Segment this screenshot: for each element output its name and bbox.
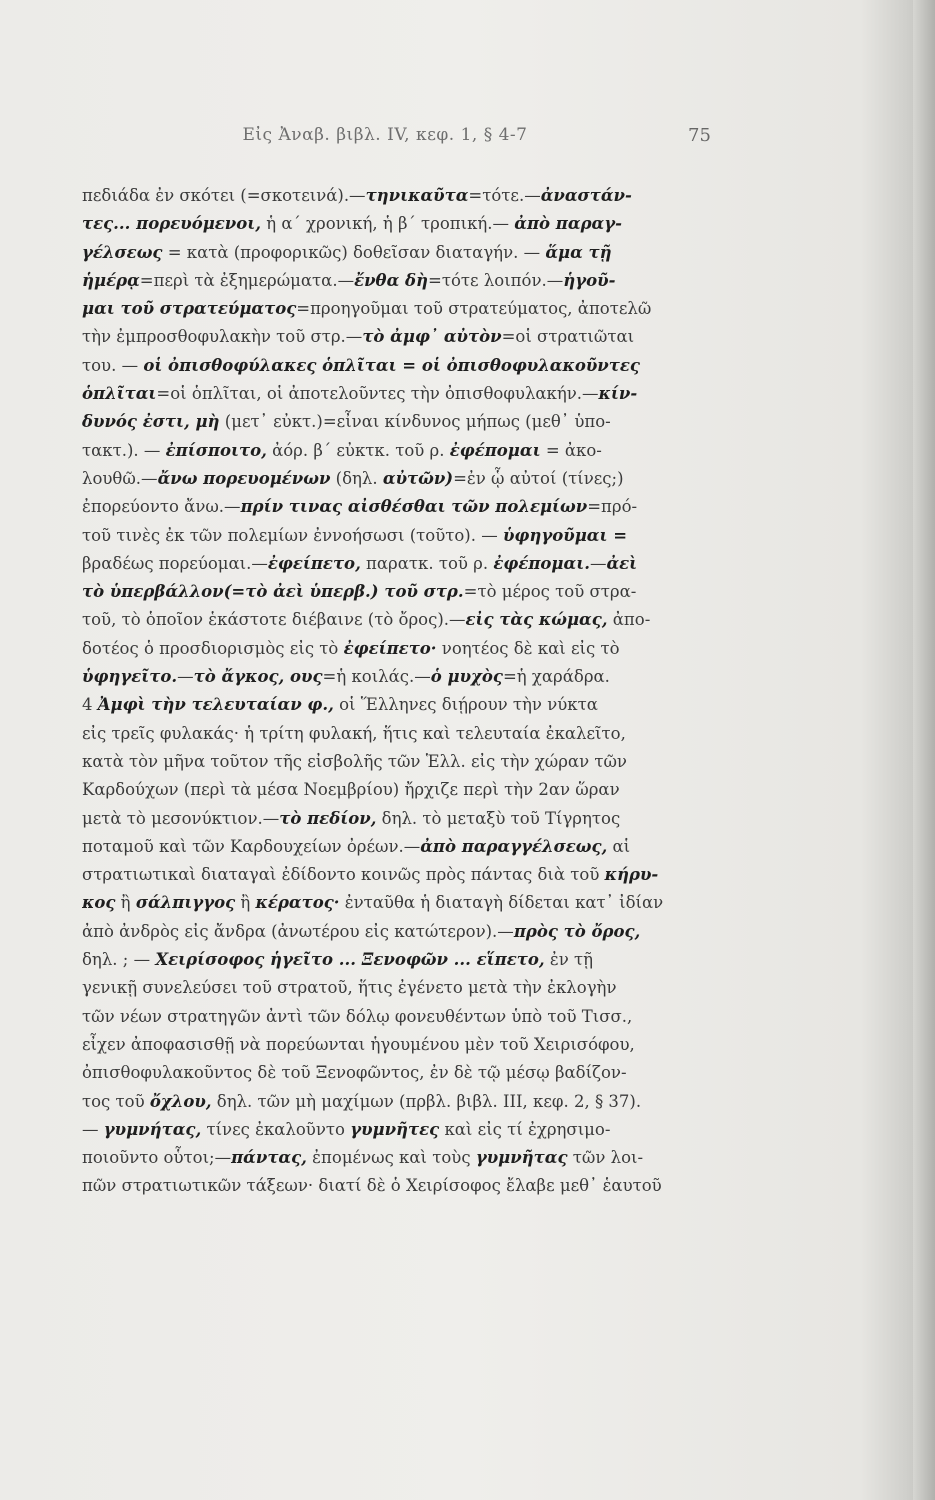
lemma: ἅμα τῇ bbox=[545, 242, 612, 262]
lemma: κος bbox=[82, 893, 116, 913]
gloss: δηλ. ; — bbox=[82, 950, 156, 970]
gloss: δοτέος ὁ προσδιορισμὸς εἰς τὸ bbox=[82, 638, 344, 658]
gloss: = ἀκο- bbox=[540, 440, 602, 460]
gloss: τος τοῦ bbox=[82, 1091, 150, 1111]
text-line bbox=[82, 1088, 770, 1116]
lemma: ἡμέρᾳ bbox=[82, 270, 140, 290]
text-line bbox=[82, 210, 770, 238]
lemma: πρίν τινας αἰσθέσθαι τῶν πολεμίων bbox=[240, 497, 588, 517]
gloss: τοῦ, τὸ ὁποῖον ἑκάστοτε διέβαινε (τὸ ὄρος).— bbox=[82, 610, 466, 630]
gloss: δηλ. τὸ μεταξὺ τοῦ Τίγρητος bbox=[376, 808, 621, 828]
text-line bbox=[82, 380, 770, 408]
text-line bbox=[82, 946, 770, 974]
lemma: ὁ μυχὸς bbox=[430, 667, 503, 687]
lemma: αὐτῶν) bbox=[382, 468, 454, 488]
lemma: πάντας, bbox=[231, 1148, 307, 1168]
text-line bbox=[82, 323, 770, 351]
text-line bbox=[82, 635, 770, 663]
text-line bbox=[82, 1116, 770, 1144]
text-line bbox=[82, 408, 770, 436]
lemma: ἡγοῦ- bbox=[563, 270, 616, 290]
gloss: ἢ bbox=[115, 893, 136, 913]
gloss: ἀπὸ ἀνδρὸς εἰς ἄνδρα (ἀνωτέρου εἰς κατώτερον).— bbox=[82, 921, 514, 941]
text-line bbox=[82, 182, 770, 210]
gloss: πῶν στρατιωτικῶν τάξεων· διατί δὲ ὁ Χειρίσοφος ἔλαβε μεθ᾽ ἑαυτοῦ bbox=[82, 1176, 662, 1196]
gloss: =ἡ χαράδρα. bbox=[502, 667, 610, 687]
gloss: αἱ bbox=[607, 836, 631, 856]
lemma: ἀναστάν- bbox=[540, 186, 632, 205]
gloss: =ἐν ᾧ αὐτοί (τίνες;) bbox=[453, 468, 624, 488]
text-line bbox=[82, 437, 770, 465]
lemma: τὸ ὑπερβάλλον(=τὸ ἀεὶ ὑπερβ.) τοῦ στρ. bbox=[82, 582, 464, 602]
gloss: τοῦ τινὲς ἐκ τῶν πολεμίων ἐννοήσωσι (τοῦτο). — bbox=[82, 525, 503, 545]
lemma: ὁπλῖται bbox=[82, 384, 157, 404]
lemma: Ἀμφὶ τὴν τελευταίαν φ., bbox=[97, 695, 334, 715]
gloss: παρατκ. τοῦ ρ. bbox=[360, 553, 494, 573]
text-line bbox=[82, 550, 770, 578]
gloss: ἐνταῦθα ἡ διαταγὴ δίδεται κατ᾽ ἰδίαν bbox=[339, 893, 664, 913]
gloss: 4 bbox=[82, 695, 98, 715]
lemma: τὸ ἄγκος, ους bbox=[193, 667, 323, 687]
lemma: ὄχλου, bbox=[149, 1091, 212, 1111]
gloss: τακτ.). — bbox=[82, 440, 166, 460]
lemma: εἰς τὰς κώμας, bbox=[465, 610, 608, 630]
lemma: τὸ ἀμφ᾽ αὐτὸν bbox=[362, 327, 502, 347]
lemma: κίν- bbox=[598, 384, 638, 404]
text-line bbox=[82, 805, 770, 833]
gloss: Καρδούχων (περὶ τὰ μέσα Νοεμβρίου) ἤρχιζε περὶ τὴν 2αν ὥραν bbox=[82, 780, 620, 800]
text-line bbox=[82, 465, 770, 493]
lemma: γυμνῆτας bbox=[475, 1148, 568, 1168]
commentary-text bbox=[82, 182, 770, 1201]
gloss: ἐπορεύοντο ἄνω.— bbox=[82, 497, 241, 517]
lemma: ἄνω πορευομένων bbox=[157, 468, 331, 488]
lemma: ἐφέπομαι bbox=[449, 440, 541, 460]
gloss: (μετ᾽ εὐκτ.)=εἶναι κίνδυνος μήπως (μεθ᾽ ὑπο- bbox=[219, 412, 611, 432]
gloss: οἱ Ἕλληνες διῄρουν τὴν νύκτα bbox=[333, 695, 598, 715]
text-line bbox=[82, 493, 770, 521]
text-line bbox=[82, 861, 770, 889]
lemma: ἀπὸ παραγγέλσεως, bbox=[420, 836, 608, 856]
gloss: =τότε λοιπόν.— bbox=[428, 270, 564, 290]
gloss: — bbox=[82, 1119, 104, 1139]
running-head: Εἰς Ἀναβ. βιβλ. IV, κεφ. 1, § 4-7 bbox=[242, 125, 528, 145]
gloss: κατὰ τὸν μῆνα τοῦτον τῆς εἰσβολῆς τῶν Ἑλλ. εἰς τὴν χώραν τῶν bbox=[82, 751, 627, 771]
text-line bbox=[82, 267, 770, 295]
gloss: ἀπο- bbox=[607, 610, 651, 630]
text-line bbox=[82, 918, 770, 946]
gloss: =οἱ στρατιῶται bbox=[501, 327, 635, 347]
gloss: τῶν λοι- bbox=[567, 1148, 644, 1168]
gloss: (δηλ. bbox=[330, 468, 383, 488]
gloss: ἀόρ. β΄ εὐκτκ. τοῦ ρ. bbox=[266, 440, 450, 460]
lemma: οἱ ὀπισθοφύλακες ὁπλῖται = οἱ ὀπισθοφυλακοῦντες bbox=[143, 355, 640, 375]
gloss: δηλ. τῶν μὴ μαχίμων (πρβλ. βιβλ. III, κεφ. 2, § 37). bbox=[211, 1091, 642, 1111]
gloss: μετὰ τὸ μεσονύκτιον.— bbox=[82, 808, 280, 828]
gloss: τὴν ἐμπροσθοφυλακὴν τοῦ στρ.— bbox=[82, 327, 363, 347]
lemma: ἐφείπετο, bbox=[267, 553, 361, 573]
text-line bbox=[82, 776, 770, 804]
lemma: ἀπὸ παραγ- bbox=[514, 214, 622, 234]
gloss: — bbox=[589, 553, 607, 573]
gloss: ὀπισθοφυλακοῦντος δὲ τοῦ Ξενοφῶντος, ἐν δὲ τῷ μέσῳ βαδίζον- bbox=[82, 1063, 627, 1083]
text-line bbox=[82, 663, 770, 691]
lemma: ἀεὶ bbox=[606, 553, 638, 573]
gloss: =τότε.— bbox=[468, 186, 541, 205]
text-line bbox=[82, 1031, 770, 1059]
lemma: τὸ πεδίον, bbox=[279, 808, 377, 828]
text-line bbox=[82, 691, 770, 719]
page-edge bbox=[913, 0, 935, 1500]
lemma: γυμνῆτες bbox=[350, 1119, 440, 1139]
gloss: του. — bbox=[82, 355, 144, 375]
text-line bbox=[82, 295, 770, 323]
lemma: ὑφηγεῖτο. bbox=[82, 667, 178, 687]
lemma: ἐφείπετο· bbox=[343, 638, 437, 658]
lemma: ἔνθα δὴ bbox=[354, 270, 429, 290]
text-line bbox=[82, 1003, 770, 1031]
text-line bbox=[82, 748, 770, 776]
gloss: βραδέως πορεύομαι.— bbox=[82, 553, 268, 573]
gloss: τῶν νέων στρατηγῶν ἀντὶ τῶν δόλῳ φονευθέντων ὑπὸ τοῦ Τισσ., bbox=[82, 1006, 633, 1026]
gloss: =τὸ μέρος τοῦ στρα- bbox=[463, 582, 637, 602]
text-line bbox=[82, 352, 770, 380]
gloss: νοητέος δὲ καὶ εἰς τὸ bbox=[436, 638, 620, 658]
gloss: — bbox=[177, 667, 194, 687]
gloss: λουθῶ.— bbox=[82, 468, 158, 488]
gloss: =πρό- bbox=[587, 497, 638, 517]
text-line bbox=[82, 889, 770, 917]
text-line bbox=[82, 239, 770, 267]
lemma: Χειρίσοφος ἡγεῖτο ... Ξενοφῶν ... εἵπετο, bbox=[155, 950, 545, 970]
text-line bbox=[82, 833, 770, 861]
lemma: τηνικαῦτα bbox=[365, 186, 469, 205]
text-line bbox=[82, 1144, 770, 1172]
page-number: 75 bbox=[688, 125, 711, 146]
lemma: ἐπίσποιτο, bbox=[165, 440, 267, 460]
gloss: ἐπομένως καὶ τοὺς bbox=[306, 1148, 476, 1168]
gloss: εἶχεν ἀποφασισθῇ νὰ πορεύωνται ἡγουμένου μὲν τοῦ Χειρισόφου, bbox=[82, 1034, 635, 1054]
gloss: ἡ α΄ χρονική, ἡ β΄ τροπική.— bbox=[261, 214, 515, 234]
gloss: ἐν τῇ bbox=[544, 950, 593, 970]
lemma: σάλπιγγος bbox=[135, 893, 236, 913]
text-line bbox=[82, 522, 770, 550]
gloss: γενικῇ συνελεύσει τοῦ στρατοῦ, ἥτις ἐγένετο μετὰ τὴν ἐκλογὴν bbox=[82, 978, 617, 998]
lemma: τες... πορευόμενοι, bbox=[82, 214, 261, 234]
gloss: εἰς τρεῖς φυλακάς· ἡ τρίτη φυλακή, ἥτις καὶ τελευταία ἐκαλεῖτο, bbox=[82, 723, 626, 743]
gloss: πεδιάδα ἐν σκότει (=σκοτεινά).— bbox=[82, 186, 366, 205]
gloss: =οἱ ὁπλῖται, οἱ ἀποτελοῦντες τὴν ὀπισθοφυλακήν.— bbox=[156, 384, 599, 404]
gloss: =περὶ τὰ ἐξημερώματα.— bbox=[139, 270, 355, 290]
lemma: κέρατος· bbox=[255, 893, 340, 913]
lemma: ὑφηγοῦμαι = bbox=[502, 525, 628, 545]
gloss: ποταμοῦ καὶ τῶν Καρδουχείων ὀρέων.— bbox=[82, 836, 421, 856]
text-line bbox=[82, 1172, 770, 1200]
lemma: πρὸς τὸ ὄρος, bbox=[513, 921, 641, 941]
lemma: μαι τοῦ στρατεύματος bbox=[82, 299, 297, 319]
gloss: τίνες ἐκαλοῦντο bbox=[201, 1119, 351, 1139]
text-line bbox=[82, 974, 770, 1002]
gloss: ἢ bbox=[235, 893, 256, 913]
page-header bbox=[0, 125, 935, 155]
gloss: = κατὰ (προφορικῶς) δοθεῖσαν διαταγήν. — bbox=[162, 242, 546, 262]
gloss: ποιοῦντο οὗτοι;— bbox=[82, 1148, 232, 1168]
gloss: =ἡ κοιλάς.— bbox=[322, 667, 431, 687]
gloss: καὶ εἰς τί ἐχρησιμο- bbox=[439, 1119, 611, 1139]
text-line bbox=[82, 720, 770, 748]
text-line bbox=[82, 1059, 770, 1087]
lemma: γέλσεως bbox=[82, 242, 163, 262]
lemma: γυμνήτας, bbox=[103, 1119, 202, 1139]
lemma: κήρυ- bbox=[604, 865, 659, 885]
text-line bbox=[82, 606, 770, 634]
lemma: ἐφέπομαι. bbox=[493, 553, 590, 573]
lemma: δυνός ἐστι, μὴ bbox=[82, 412, 220, 432]
text-line bbox=[82, 578, 770, 606]
gloss: στρατιωτικαὶ διαταγαὶ ἐδίδοντο κοινῶς πρὸς πάντας διὰ τοῦ bbox=[82, 865, 605, 885]
gloss: =προηγοῦμαι τοῦ στρατεύματος, ἀποτελῶ bbox=[296, 299, 652, 319]
